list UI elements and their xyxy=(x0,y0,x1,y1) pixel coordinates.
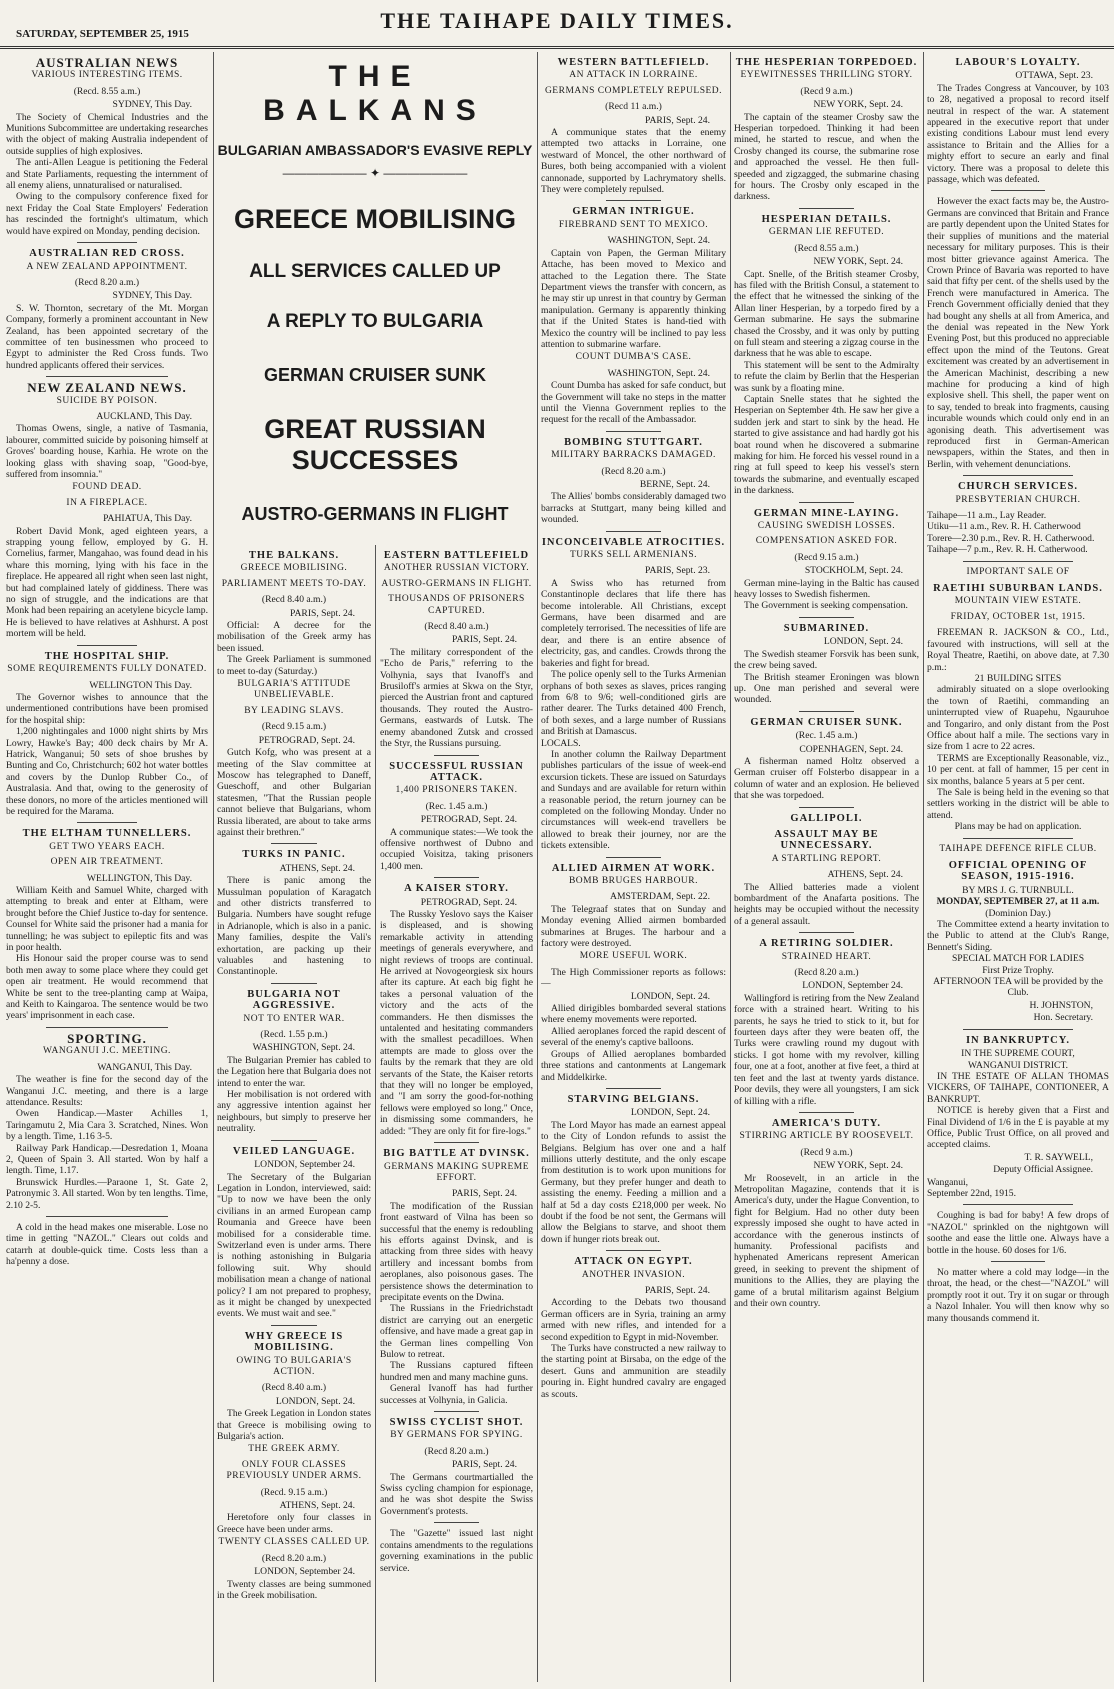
article-paragraph: The Russky Yeslovo says the Kaiser is displeased, and is showing remarkable activity in attending meetings of generals everywhere, and night reviews of troops are continual. He arrived at Novogeorgiesk six hours after its capture. At each big fight he takes a personal valuation of the victory and the acts of the commanders. He then dismisses the untalented and hesitating commanders with the smallest pecadilloes. When attempts are made to gloss over the faults by the remark that they are old servants of the State, the Kaiser retorts that they will no longer be employed, and "I am sorry the good-for-nothing fellows were employed so long." Once, in dismissing some commanders, he added: "They are only fit for fire-logs." xyxy=(380,908,533,1137)
received-time: (Recd 8.20 a.m.) xyxy=(601,465,666,477)
dateline: LONDON, Sept. 24. xyxy=(275,1395,355,1407)
divider xyxy=(46,376,167,377)
headline: TURKS IN PANIC. xyxy=(242,849,346,861)
advertisement: No matter where a cold may lodge—in the throat, the head, or the chest—"NAZOL" will promptly root it out. Try it on sugar or through a Nazol Inhaler. You will then know why so many thousands commend it. xyxy=(927,1267,1109,1324)
received-time: (Recd 8.20 a.m.) xyxy=(261,1552,327,1564)
received-time: (Recd 9 a.m.) xyxy=(800,85,853,97)
article-paragraph: Captain Snelle states that he sighted the Hesperian on September 4th. He saw her give a sudden jerk and start to sink by the head. He started to give assistance and had hardly got his boat round when he discovered a submarine making for him. He forced his vessel round in a ring at full speed to keep his vessel's stern towards the submarine, and eventually escaped in the darkness. xyxy=(734,393,919,497)
subheadline: CAUSING SWEDISH LOSSES. xyxy=(757,521,896,532)
article-paragraph: Allied dirigibles bombarded several stations where enemy movements were reported. xyxy=(541,1003,726,1026)
article-paragraph: Owing to the compulsory conference fixed for next Friday the Coal State Employers' Federation has rescinded the fortnight's ultimatum, which would have expired on Monday, pending decision. xyxy=(6,191,208,237)
subheadline: FRIDAY, OCTOBER 1st, 1915. xyxy=(950,611,1086,622)
divider xyxy=(434,755,480,756)
article-paragraph: The Russians in the Friedrichstadt district are carrying out an energetic offensive, and have made a great gap in the German lines compelling Von Bulow to retreat. xyxy=(380,1303,533,1360)
subheadline: STRAINED HEART. xyxy=(781,951,872,962)
divider xyxy=(799,711,855,712)
divider xyxy=(434,877,480,878)
subheadline: FOUND DEAD. xyxy=(72,482,142,493)
subheadline: GREECE MOBILISING. xyxy=(240,563,348,574)
subheadline: MORE USEFUL WORK. xyxy=(579,951,688,962)
divider xyxy=(77,645,138,646)
column-rule xyxy=(537,52,538,1682)
advert-line: AFTERNOON TEA will be provided by the Club. xyxy=(933,976,1103,999)
column-5 xyxy=(734,52,919,1682)
advert-title: OFFICIAL OPENING OF SEASON, 1915-1916. xyxy=(948,860,1088,883)
subheadline: ANOTHER INVASION. xyxy=(581,1269,686,1280)
divider xyxy=(963,475,1072,476)
article-paragraph: The Society of Chemical Industries and the Munitions Subcommittee are undertaking researches with the object of making Australia independent of outside supplies of high explosives. xyxy=(6,111,208,157)
article-paragraph: Count Dumba has asked for safe conduct, but the Government will take no steps in the matter until the Vienna Government replies to the request for the recall of the Ambassador. xyxy=(541,380,726,426)
article-paragraph: 1,200 nightingales and 1000 night shirts by Mrs Lowry, Hawke's Bay; 400 deck chairs by Mr A. Hatrick, Wanganui; 50 sets of shoe brushes by Bunting and Co, Christchurch; 602 hot water bottles and covers by the Dunlop Rubber Co., of Australasia. And that, owing to the generosity of these donors, no more of the articles mentioned will be required for the Marama. xyxy=(6,726,208,817)
article-paragraph: General Ivanoff has had further successes at Volhynia, in Galicia. xyxy=(380,1383,533,1406)
subheadline: PRESBYTERIAN CHURCH. xyxy=(955,494,1081,505)
divider xyxy=(991,1261,1046,1262)
issue-date: SATURDAY, SEPTEMBER 25, 1915 xyxy=(16,28,189,40)
article-paragraph: The Government is seeking compensation. xyxy=(744,600,908,612)
banner-headline: THE BALKANS xyxy=(263,60,487,127)
subheadline: THE GREEK ARMY. xyxy=(248,1444,340,1455)
advert-line: Plans may be had on application. xyxy=(954,821,1082,833)
subheadline: ANOTHER RUSSIAN VICTORY. xyxy=(383,563,530,574)
dateline: NEW YORK, Sept. 24. xyxy=(813,256,903,268)
subheadline: PARLIAMENT MEETS TO-DAY. xyxy=(221,578,367,589)
headline: THE BALKANS. xyxy=(248,550,340,561)
headline: GALLIPOLI. xyxy=(790,812,863,824)
column-6 xyxy=(927,52,1109,1682)
headline: SPORTING. xyxy=(67,1030,147,1046)
article-paragraph: The Trades Congress at Vancouver, by 103 to 28, negatived a proposal to record itself neutral in respect of the war. A statement appeared in the executive report that under existing conditions Labour must lend every assistance to Britain and the Allies for a mighty effort to secure an early and final victory. There was a proposal to delete this passage, which was defeated. xyxy=(927,82,1109,186)
received-time: (Recd 8.40 a.m.) xyxy=(261,594,327,606)
article-paragraph: A communique states:—We took the offensive northwest of Dubno and occupied Voisitza, taking prisoners 1,400 men. xyxy=(380,826,533,872)
headline: THE HOSPITAL SHIP. xyxy=(44,650,170,662)
divider xyxy=(963,1029,1072,1030)
divider xyxy=(271,983,317,984)
divider xyxy=(606,531,662,532)
article-paragraph: Official: A decree for the mobilisation of the Greek army has been issued. xyxy=(217,620,371,654)
banner-headline: GREAT RUSSIAN SUCCESSES xyxy=(264,414,486,475)
dateline: WELLINGTON, This Day. xyxy=(86,872,192,884)
dateline: WASHINGTON, Sept. 24. xyxy=(607,367,710,379)
article-paragraph: A fisherman named Holtz observed a German cruiser off Folsterbo disappear in a column of water and an explosion. He believed that she was torpedoed. xyxy=(734,755,919,802)
subheadline: BY GERMANS FOR SPYING. xyxy=(390,1430,523,1441)
divider xyxy=(606,1088,662,1089)
subheadline: GERMANS COMPLETELY REPULSED. xyxy=(544,85,723,96)
headline: THE HESPERIAN TORPEDOED. xyxy=(735,57,918,68)
service-listing: Torere—2.30 p.m., Rev. R. H. Catherwood. xyxy=(927,532,1095,544)
subheadline: VARIOUS INTERESTING ITEMS. xyxy=(31,70,183,81)
subheadline: NOT TO ENTER WAR. xyxy=(243,1013,345,1024)
banner-headline: AUSTRO-GERMANS IN FLIGHT xyxy=(241,504,509,524)
article-paragraph: The Turks have constructed a new railway to the starting point at Birsaba, on the edge of the desert. Guns and ammunition are steadily pouring in. Eight hundred cavalry are engaged as scouts. xyxy=(541,1343,726,1400)
advert-line: BY MRS J. G. TURNBULL. xyxy=(962,884,1074,896)
dateline: COPENHAGEN, Sept. 24. xyxy=(799,743,903,755)
headline: SWISS CYCLIST SHOT. xyxy=(389,1417,524,1429)
dateline: WANGANUI, This Day. xyxy=(97,1061,192,1073)
banner-headline: GREECE MOBILISING xyxy=(233,204,517,234)
dateline: AUCKLAND, This Day. xyxy=(96,410,192,422)
subheadline: ONLY FOUR CLASSES PREVIOUSLY UNDER ARMS. xyxy=(226,1459,362,1482)
subheadline: AUSTRO-GERMANS IN FLIGHT. xyxy=(381,578,532,589)
banner-headline: A REPLY TO BULGARIA xyxy=(266,311,484,332)
dateline: LONDON, September 24. xyxy=(802,980,903,992)
advert-line: SPECIAL MATCH FOR LADIES xyxy=(951,953,1085,965)
subheadline: COMPENSATION ASKED FOR. xyxy=(755,536,898,547)
received-time: (Recd 9.15 a.m.) xyxy=(261,721,327,733)
received-time: (Recd 8.40 a.m.) xyxy=(424,621,489,633)
article-paragraph: Capt. Snelle, of the British steamer Crosby, has filed with the British Consul, a statement to the effect that he witnessed the sinking of the Allan liner Hesperian, by a torpedo fired by a German submarine. He says the submarine chased the Crossby, and it was only by putting on full steam and steering a zigzag course in the darkness that he was able to escape. xyxy=(734,268,919,360)
subheadline: SOME REQUIREMENTS FULLY DONATED. xyxy=(7,664,207,675)
article-paragraph: This statement will be sent to the Admiralty to refute the claim by Berlin that the Hesperian was sunk by a floating mine. xyxy=(734,359,919,394)
subheadline: A NEW ZEALAND APPOINTMENT. xyxy=(26,261,188,272)
subheadline: EYEWITNESSES THRILLING STORY. xyxy=(740,70,913,81)
article-paragraph: The captain of the steamer Crosby saw the Hesperian torpedoed. Thinking it had been mined, he started to rescue, and when the Crosby changed its course, the submarine rose and approached the vessel. He then full-speeded and zigzagged, the submarine chasing for hours. The Crosby only escaped in the darkness. xyxy=(734,111,919,203)
column-rule xyxy=(375,545,376,1682)
article-paragraph: However the exact facts may be, the Austro-Germans are convinced that Britain and France are partly dependent upon the United States for their supplies of munitions and the material necessary for military purposes. This is their most bitter grievance against America. The Crown Prince of Bavaria was reported to have said that fifty per cent. of the shells used by the French were manufactured in America. The French Government officially denied that they had bought any shells at all from America, and the denial was repeated in the New York Evening Post, but this produced no appreciable effect upon the mind of the Teutons. Great excitement was created by an advertisement in the American Machinist, describing a new machine for producing a kind of high explosive shell. This shell, the paper went on to say, tended to break into fragments, causing incurable wounds which could only end in an agonising death. This advertisement was reproduced first in German-American newspapers, within the States, and then in Berlin, with vehement denunciations. xyxy=(927,196,1109,470)
advert-heading: IMPORTANT SALE OF xyxy=(966,566,1070,577)
headline: CHURCH SERVICES. xyxy=(957,481,1079,493)
article-paragraph: German mine-laying in the Baltic has caused heavy losses to Swedish fishermen. xyxy=(734,577,919,601)
dateline: PARIS, Sept. 24. xyxy=(645,1285,710,1296)
divider xyxy=(434,1522,480,1523)
subheadline: GERMAN LIE REFUTED. xyxy=(768,227,885,238)
article-paragraph: The Sale is being held in the evening so that settlers working in the district will be able to attend. xyxy=(927,786,1109,821)
divider xyxy=(963,561,1072,562)
advert-line: MONDAY, SEPTEMBER 27, at 11 a.m. xyxy=(936,896,1100,908)
article-paragraph: Owen Handicap.—Master Achilles 1, Taringamutu 2, Mia Cara 3. Scratched, Nines. Won by a length. Time, 1.16 3-5. xyxy=(6,1108,208,1143)
dateline: PARIS, Sept. 24. xyxy=(452,634,517,646)
article-paragraph: Gutch Kofg, who was present at a meeting of the Slav committee at Moscow has telegraphed to Daneff, Gueschoff, and other Bulgarian statesmen, "That the Russian people cannot believe that Bulgarians, whom Russia liberated, are about to take arms against their brethren." xyxy=(217,747,371,838)
advert-line: First Prize Trophy. xyxy=(982,964,1054,976)
dateline: LONDON, Sept. 24. xyxy=(823,636,903,648)
article-paragraph: The anti-Allen League is petitioning the Federal and State Parliaments, requesting the internment of all enemy aliens, unnaturalised or naturalised. xyxy=(6,157,208,192)
headline: A KAISER STORY. xyxy=(404,883,509,895)
dateline: PARIS, Sept. 24. xyxy=(452,1188,517,1200)
section-label: LOCALS. xyxy=(541,737,581,749)
dateline: OTTAWA, Sept. 23. xyxy=(1015,70,1093,82)
article-paragraph: The Committee extend a hearty invitation to the Public to attend at the Club's Range, Bennett's Siding. xyxy=(927,919,1109,953)
divider xyxy=(799,208,855,209)
article-paragraph: Thomas Owens, single, a native of Tasmania, labourer, committed suicide by poisoning himself at Groves' boarding house, Karhia. He wrote on the looking glass with shaving soap, "Good-bye, suffered from insomnia." xyxy=(6,423,208,480)
subheadline: MILITARY BARRACKS DAMAGED. xyxy=(551,450,716,461)
dateline: WELLINGTON This Day. xyxy=(89,679,192,691)
masthead xyxy=(0,0,1114,49)
article-paragraph: William Keith and Samuel White, charged with attempting to break and enter at Eltham, were brought before the Chief Justice to-day for sentence. Counsel for White said the prisoner had a mania for tunnelling; he was subject to epileptic fits and was in poor health. xyxy=(6,885,208,954)
dateline: LONDON, Sept. 24. xyxy=(630,990,710,1002)
article-paragraph: The Bulgarian Premier has cabled to the Legation here that Bulgaria does not intend to enter the war. xyxy=(217,1054,371,1089)
subheadline: THOUSANDS OF PRISONERS CAPTURED. xyxy=(388,594,525,616)
dateline: PARIS, Sept. 24. xyxy=(645,114,710,126)
dateline: SYDNEY, This Day. xyxy=(112,99,192,111)
subheadline: MOUNTAIN VIEW ESTATE. xyxy=(954,596,1082,607)
received-time: (Recd 8.20 a.m.) xyxy=(424,1445,489,1457)
dateline: PARIS, Sept. 24. xyxy=(290,607,355,619)
dateline: PETROGRAD, Sept. 24. xyxy=(420,896,517,908)
divider xyxy=(799,932,855,933)
received-time: (Recd 11 a.m.) xyxy=(605,101,662,113)
article-paragraph: The Lord Mayor has made an earnest appeal to the City of London refunds to assist the Belgians. Belgium has over one and a half millions utterly destitute, and the only escape from destitution is to work upon munitions for Germany, but they prefer hunger and death to assisting the enemy. Feeding a million and a half at 5d a day costs £218,000 per week. No doubt if the food be not sent, the Germans will allow the Belgians to starve, and shoot them down if hunger riots break out. xyxy=(541,1119,726,1245)
divider xyxy=(271,1325,317,1326)
article-paragraph: Twenty classes are being summoned in the Greek mobilisation. xyxy=(217,1578,371,1601)
article-paragraph: The military correspondent of the "Echo de Paris," referring to the Volhynia, says that Ivanoff's and Brusiloff's armies at Skwa on the Styr, pierced the Austrian front and captured thousands. They routed the Austro-Germans, eastwards of Lutsk. The enemy abandoned Zutsk and crossed the Styr, the Russians pursuing. xyxy=(380,646,533,750)
headline: GERMAN CRUISER SUNK. xyxy=(750,716,903,728)
advert-line: 21 BUILDING SITES xyxy=(974,672,1062,684)
headline: THE ELTHAM TUNNELLERS. xyxy=(22,828,192,840)
subheadline: BY LEADING SLAVS. xyxy=(244,705,344,716)
received-time: (Recd. 1.55 p.m.) xyxy=(260,1029,328,1041)
headline: AUSTRALIAN RED CROSS. xyxy=(29,248,185,260)
dateline: AMSTERDAM, Sept. 22. xyxy=(610,891,710,903)
signature: H. JOHNSTON, xyxy=(1029,999,1093,1011)
column-1 xyxy=(6,52,208,1682)
article-paragraph: The Secretary of the Bulgarian Legation in London, interviewed, said: "Up to now we have been the only civilians in an armed European camp Roumania and Greece have been mobilised for a considerable time. Switzerland even is under arms. There is nothing astonishing in Bulgaria following suit. Why should mobilisation mean a change of national policy? I am not prepared to prophesy, as it might be changed by unexpected events. We must wait and see." xyxy=(217,1171,371,1320)
divider xyxy=(799,807,855,808)
article-paragraph: Groups of Allied aeroplanes bombarded three stations and cantonments at Langemark and Middelkirke. xyxy=(541,1048,726,1083)
received-time: (Rec. 1.45 a.m.) xyxy=(425,800,488,812)
divider xyxy=(434,1411,480,1412)
advert-heading: TAIHAPE DEFENCE RIFLE CLUB. xyxy=(939,843,1097,854)
article-paragraph: The High Commissioner reports as follows:— xyxy=(541,966,726,990)
service-listing: Utiku—11 a.m., Rev. R. H. Catherwood xyxy=(927,521,1081,533)
divider xyxy=(46,1216,167,1217)
column-3 xyxy=(380,545,533,1682)
article-paragraph: In another column the Railway Department publishes particulars of the issue of week-end excursion tickets. These are issued on Saturdays and Sundays and are available for return within a reasonable period, the return journey can be completed on the following Monday. Under no circumstances will week-end travellers be allowed to break their journey, nor are the tickets extensible. xyxy=(541,748,726,852)
divider xyxy=(606,200,662,201)
article-paragraph: The modification of the Russian front eastward of Vilna has been so successful that the enemy is redoubling his efforts against Dvinsk, and is attacking from three sides with heavy artillery and incessant bombs from aeroplanes, also poisonous gases. The persistence shows the determination to precipitate events on the Dwina. xyxy=(380,1200,533,1303)
ornament-divider: ——————— ✦ ——————— xyxy=(282,166,468,180)
headline: WESTERN BATTLEFIELD. xyxy=(557,57,710,68)
dateline: BERNE, Sept. 24. xyxy=(639,479,710,490)
column-rule xyxy=(213,52,214,1682)
advertisement: Coughing is bad for baby! A few drops of "NAZOL" sprinkled on the nightgown will soothe and ease the little one. Always have a bottle in the house. 60 doses for 1/6. xyxy=(927,1210,1109,1256)
received-time: (Recd. 8.55 a.m.) xyxy=(73,85,141,97)
article-paragraph: The Allied batteries made a violent bombardment of the Anafarta positions. The heights may be occupied without the necessity of a general assault. xyxy=(734,881,919,927)
divider xyxy=(799,1112,855,1113)
headline: AUSTRALIAN NEWS xyxy=(35,55,179,70)
divider xyxy=(963,838,1072,839)
headline: VEILED LANGUAGE. xyxy=(232,1145,356,1157)
dateline: NEW YORK, Sept. 24. xyxy=(813,99,903,111)
headline: NEW ZEALAND NEWS. xyxy=(27,380,187,396)
article-paragraph: The weather is fine for the second day of the Wanganui J.C. meeting, and there is a large attendance. Results: xyxy=(6,1074,208,1108)
article-paragraph: Mr Roosevelt, in an article in the Metropolitan Magazine, contends that it is America's duty, under the Hague Convention, to fight for Belgium. Had no other duty been expressly imposed she ought to have acted in accordance with the generous instincts of humanity. Professional pacifists and hyphenated Americans represent American greed, in seeking to prevent the shipment of munitions to the Allies, they are playing the game of a brutal militarism against Belgium and their own country. xyxy=(734,1172,919,1309)
advertisement: A cold in the head makes one miserable. Lose no time in getting "NAZOL." Clears out colds and catarrh at double-quick time. Costs less than a ha'penny a dose. xyxy=(6,1221,208,1268)
signature: Deputy Official Assignee. xyxy=(993,1164,1093,1176)
headline: WHY GREECE IS MOBILISING. xyxy=(244,1330,344,1354)
divider xyxy=(799,502,855,503)
headline: HESPERIAN DETAILS. xyxy=(761,213,892,225)
dateline: ATHENS, Sept. 24. xyxy=(827,869,903,881)
article-paragraph: The Allies' bombs considerably damaged two barracks at Stuttgart, many being killed and wounded. xyxy=(541,491,726,526)
advert-line: September 22nd, 1915. xyxy=(927,1187,1016,1199)
received-time: (Recd 8.20 a.m.) xyxy=(74,276,140,288)
headline: SUCCESSFUL RUSSIAN ATTACK. xyxy=(389,760,524,783)
dateline: ATHENS, Sept. 24. xyxy=(279,1500,355,1512)
headline: EASTERN BATTLEFIELD xyxy=(383,550,530,561)
dateline: STOCKHOLM, Sept. 24. xyxy=(804,565,903,577)
column-2 xyxy=(217,545,371,1682)
article-paragraph: The British steamer Eroningen was blown up. One man perished and several were wounded. xyxy=(734,671,919,706)
article-paragraph: Her mobilisation is not ordered with any aggressive intention against her neighbours, but simply to preserve her neutrality. xyxy=(217,1089,371,1135)
divider xyxy=(606,1250,662,1251)
service-listing: Taihape—11 a.m., Lay Reader. xyxy=(927,510,1047,522)
headline: ALLIED AIRMEN AT WORK. xyxy=(551,862,716,874)
article-paragraph: Allied aeroplanes forced the rapid descent of several of the enemy's captive balloons. xyxy=(541,1025,726,1049)
received-time: (Recd. 9.15 a.m.) xyxy=(260,1486,328,1498)
subheadline: STIRRING ARTICLE BY ROOSEVELT. xyxy=(739,1131,914,1142)
signature: Hon. Secretary. xyxy=(1033,1012,1093,1024)
article-paragraph: NOTICE is hereby given that a First and Final Dividend of 1/6 in the £ is payable at my Office, Public Trust Office, on all proved and accepted claims. xyxy=(927,1105,1109,1151)
divider xyxy=(434,1142,480,1143)
newspaper-title: THE TAIHAPE DAILY TIMES. xyxy=(380,8,734,33)
divider xyxy=(991,190,1046,191)
dateline: ATHENS, Sept. 24. xyxy=(279,862,355,874)
article-paragraph: admirably situated on a slope overlooking the town of Raetihi, commanding an uninterrupted view of Ruapehu, Ngauruhoe and Tongariro, and only distant from the Post Office about half a mile. The sections vary in size from 1 acre to 22 acres. xyxy=(927,684,1109,753)
headline: GERMAN MINE-LAYING. xyxy=(753,507,900,519)
advert-line: Wanganui, xyxy=(927,1176,969,1188)
dateline: PARIS, Sept. 24. xyxy=(452,1459,517,1471)
article-paragraph: The Governor wishes to announce that the undermentioned contributions have been promised for the hospital ship: xyxy=(6,691,208,726)
subheadline: GERMANS MAKING SUPREME EFFORT. xyxy=(383,1161,530,1183)
divider xyxy=(606,431,662,432)
headline: AMERICA'S DUTY. xyxy=(771,1117,882,1129)
dateline: WASHINGTON, Sept. 24. xyxy=(607,235,710,247)
divider xyxy=(799,617,855,618)
banner-headline: ALL SERVICES CALLED UP xyxy=(249,261,501,282)
subheadline: A STARTLING REPORT. xyxy=(771,853,882,864)
headline: SUBMARINED. xyxy=(783,622,870,634)
article-paragraph: A communique states that the enemy attempted two attacks in Lorraine, one westward of Moncel, the other northward of Bures, both being accompanied with a violent cannonade, supported by Lachrymatory shells. They were completely repulsed. xyxy=(541,127,726,196)
subheadline: OPEN AIR TREATMENT. xyxy=(50,857,164,868)
received-time: (Recd 8.20 a.m.) xyxy=(794,967,859,979)
divider xyxy=(606,857,662,858)
subheadline: WANGANUI J.C. MEETING. xyxy=(43,1046,171,1057)
column-4 xyxy=(541,52,726,1682)
banner-headlines xyxy=(217,52,533,524)
divider xyxy=(271,1140,317,1141)
dateline: PARIS, Sept. 23. xyxy=(645,565,710,577)
signature: T. R. SAYWELL, xyxy=(1024,1151,1093,1163)
article-paragraph: The Greek Legation in London states that Greece is mobilising owing to Bulgaria's action. xyxy=(217,1408,371,1443)
headline: INCONCEIVABLE ATROCITIES. xyxy=(541,536,726,548)
subheadline: 1,400 PRISONERS TAKEN. xyxy=(395,785,518,796)
article-paragraph: The Greek Parliament is summoned to meet to-day (Saturday.) xyxy=(217,654,371,677)
article-paragraph: The Swedish steamer Forsvik has been sunk, the crew being saved. xyxy=(734,648,919,672)
dateline: WASHINGTON, Sept. 24. xyxy=(252,1042,355,1054)
divider xyxy=(271,843,317,844)
article-paragraph: According to the Debats two thousand German officers are in Syria, training an army armed with new rifles, and intended for a second expedition to Egypt in mid-November. xyxy=(541,1297,726,1343)
headline: GERMAN INTRIGUE. xyxy=(572,206,695,218)
headline: IN BANKRUPTCY. xyxy=(965,1034,1071,1046)
column-rule xyxy=(730,52,731,1682)
headline: ASSAULT MAY BE UNNECESSARY. xyxy=(774,828,879,852)
article-paragraph: The Russians captured fifteen hundred men and many machine guns. xyxy=(380,1360,533,1383)
headline: A RETIRING SOLDIER. xyxy=(759,938,894,950)
advert-line: (Dominion Day.) xyxy=(985,907,1051,919)
advert-line: WANGANUI DISTRICT. xyxy=(967,1059,1068,1071)
dateline: LONDON, September 24. xyxy=(254,1566,355,1578)
headline: BIG BATTLE AT DVINSK. xyxy=(383,1148,530,1160)
article-paragraph: Brunswick Hurdles.—Paraone 1, St. Gate 2, Patronymic 3. All started. Won by ten lengths. Time, 2.10 2-5. xyxy=(6,1176,208,1211)
article-paragraph: Railway Park Handicap.—Desredation 1, Moana 2, Queen of Spain 3. All started. Won by half a length. Time, 1.17. xyxy=(6,1142,208,1177)
received-time: (Rec. 1.45 a.m.) xyxy=(795,730,858,742)
subheadline: FIREBRAND SENT TO MEXICO. xyxy=(558,219,709,230)
headline: ATTACK ON EGYPT. xyxy=(574,1256,693,1268)
subheadline: BULGARIA'S ATTITUDE UNBELIEVABLE. xyxy=(237,679,351,701)
headline: STARVING BELGIANS. xyxy=(567,1093,700,1105)
subheadline: IN A FIREPLACE. xyxy=(66,497,148,508)
article-paragraph: The Telegraaf states that on Sunday and Monday evening Allied airmen bombarded submarines at Bruges. The harbour and a factory were destroyed. xyxy=(541,903,726,950)
dateline: LONDON, September 24. xyxy=(254,1159,355,1171)
divider xyxy=(77,822,138,823)
advert-line: IN THE SUPREME COURT, xyxy=(961,1048,1075,1060)
subheadline: SUICIDE BY POISON. xyxy=(56,395,158,406)
column-rule xyxy=(923,52,924,1682)
received-time: (Recd 9.15 a.m.) xyxy=(794,551,859,563)
divider xyxy=(46,1027,167,1028)
article-paragraph: IN THE ESTATE OF ALLAN THOMAS VICKERS, OF TAIHAPE, CONTIONEER, A BANKRUPT. xyxy=(927,1070,1109,1105)
headline: BOMBING STUTTGART. xyxy=(564,436,703,448)
divider xyxy=(963,1204,1072,1205)
advert-title: RAETIHI SUBURBAN LANDS. xyxy=(933,583,1103,595)
article-paragraph: The police openly sell to the Turks Armenian orphans of both sexes as slaves, prices ranging from 6/8 to 9/6; well-conditioned girls are rather dearer. The Turks detained 400 French, of both sexes, and a large number of Russians and British at Damascus. xyxy=(541,669,726,738)
article-paragraph: There is panic among the Mussulman population of Karagatch and other districts transferred to Bulgaria. Numbers have sought refuge in Adrianople, which is also in a panic. Many families, despite the Vali's exhortation, are packing up their valuables and hastening to Constantinople. xyxy=(217,875,371,978)
subheadline: AN ATTACK IN LORRAINE. xyxy=(569,70,698,81)
subheadline: BOMB BRUGES HARBOUR. xyxy=(568,876,699,886)
received-time: (Recd 8.55 a.m.) xyxy=(794,242,859,254)
article-paragraph: TERMS are Exceptionally Reasonable, viz., 10 per cent. at fall of hammer, 15 per cent in six months, balance 5 years at 5 per cent. xyxy=(927,752,1109,787)
dateline: SYDNEY, This Day. xyxy=(112,290,192,302)
article-paragraph: The "Gazette" issued last night contains amendments to the regulations governing examinations in the public service. xyxy=(380,1528,533,1574)
article-paragraph: S. W. Thornton, secretary of the Mt. Morgan Company, formerly a prominent accountant in New Zealand, has been appointed secretary of the committee of ten businessmen who proceed to Egypt to administer the Red Cross funds. Two hundred applicants offered their services. xyxy=(6,302,208,371)
article-paragraph: Captain von Papen, the German Military Attache, has been moved to Mexico and attached to the Legation there. The State Department views the transfer with concern, as he may stir up unrest in that country by German manipulation. Germany is apparently thinking that if the United States is hand-tied with Mexico the country will be inclined to pay less attention to submarine warfare. xyxy=(541,247,726,350)
subheadline: GET TWO YEARS EACH. xyxy=(49,841,165,852)
dateline: PETROGRAD, Sept. 24. xyxy=(258,734,355,746)
article-paragraph: Heretofore only four classes in Greece have been under arms. xyxy=(217,1512,371,1535)
dateline: PETROGRAD, Sept. 24. xyxy=(420,814,517,826)
received-time: (Recd 9 a.m.) xyxy=(800,1146,853,1158)
headline: LABOUR'S LOYALTY. xyxy=(955,57,1081,68)
article-paragraph: Robert David Monk, aged eighteen years, a strapping young fellow, employed by G. H. Cornelius, farmer, Mangahao, was found dead in his whare this morning, lying with his face in the fireplace. He appeared all right when seen last night, but had complained lately of giddiness. There was no sign of struggle, and the indications are that Monk had been repairing an acetylene bicycle lamp. He is believed to have relatives at Ashhurst. A post mortem will be held. xyxy=(6,525,208,640)
subheadline: COUNT DUMBA'S CASE. xyxy=(575,352,692,363)
article-paragraph: FREEMAN R. JACKSON & CO., Ltd., favoured with instructions, will sell at the Royal Theatre, Raetihi, on above date, at 7.30 p.m.: xyxy=(927,627,1109,673)
article-paragraph: The Germans courtmartialled the Swiss cycling champion for espionage, and he was shot despite the Swiss Government's protests. xyxy=(380,1471,533,1517)
headline: BULGARIA NOT AGGRESSIVE. xyxy=(247,988,341,1012)
banner-headline: GERMAN CRUISER SUNK xyxy=(263,365,486,385)
subheadline: TWENTY CLASSES CALLED UP. xyxy=(218,1537,370,1548)
banner-headline: BULGARIAN AMBASSADOR'S EVASIVE REPLY xyxy=(217,142,533,158)
dateline: LONDON, Sept. 24. xyxy=(630,1107,710,1119)
article-paragraph: A Swiss who has returned from Constantinople declares that life there has become intolerable. All Christians, except Germans, have been disarmed and are completely terrorised. The necessities of life are dear, and there is an entire absence of electricity, gas, and candles. Crowds throng the bakeries and fight for bread. xyxy=(541,577,726,669)
service-listing: Taihape—7 p.m., Rev. R. H. Catherwood. xyxy=(927,544,1088,556)
divider xyxy=(77,242,138,243)
subheadline: TURKS SELL ARMENIANS. xyxy=(569,550,698,561)
article-paragraph: His Honour said the proper course was to send both men away to some place where they could get open air treatment. He would recommend that White be sent to the tree-planting camp at Waipa, and Keith to Kaingaroa. The sentence would be two years' imprisonment in each case. xyxy=(6,953,208,1022)
subheadline: OWING TO BULGARIA'S ACTION. xyxy=(236,1355,352,1377)
dateline: NEW YORK, Sept. 24. xyxy=(813,1160,903,1172)
received-time: (Recd 8.40 a.m.) xyxy=(261,1382,327,1394)
dateline: PAHIATUA, This Day. xyxy=(103,513,192,525)
article-paragraph: Wallingford is retiring from the New Zealand force with a strained heart. Writing to his parents, he says he tried to stick to it, but for fourteen days after they were beaten off, the Turks were crawling round my dugout with sticks. I got home with my revolver, killing four, one at a foot, another at five feet, a third at ten feet and the last at twenty yards distance. Poor devils, they were all youngsters, I am sick of killing with a rifle. xyxy=(734,992,919,1107)
